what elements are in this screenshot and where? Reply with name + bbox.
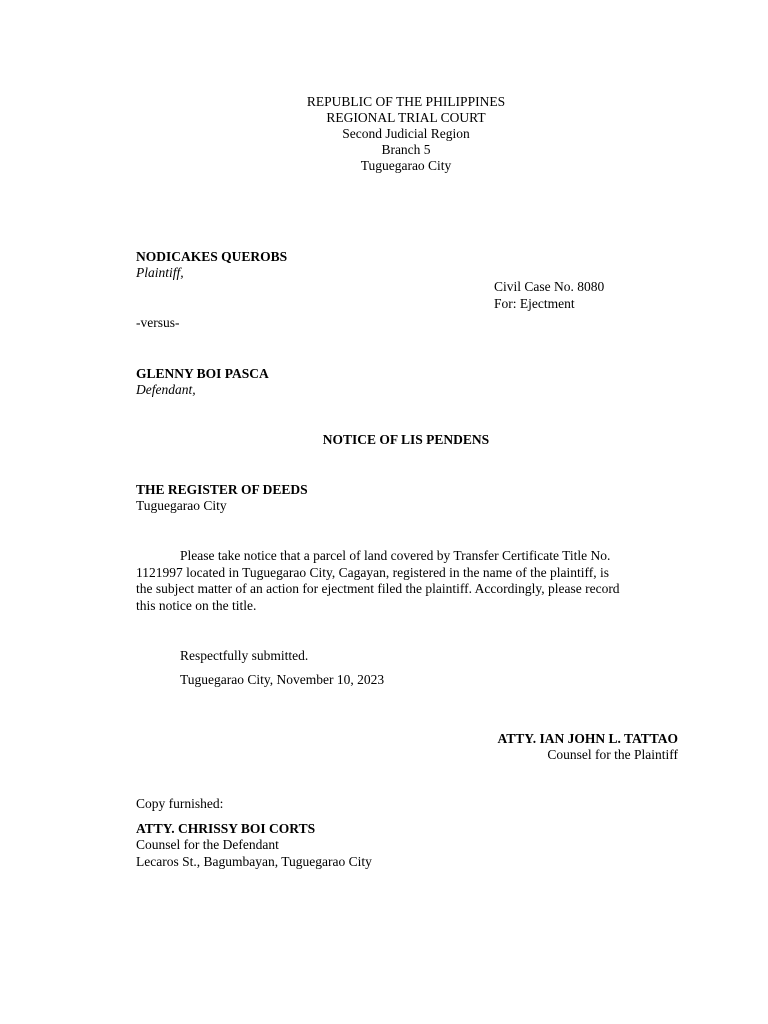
header-city: Tuguegarao City [360, 158, 452, 173]
header-branch: Branch 5 [381, 142, 431, 157]
header-court: REGIONAL TRIAL COURT [326, 110, 486, 125]
versus-label: -versus- [136, 315, 180, 330]
body-line: the subject matter of an action for ejectment filed the plaintiff. Accordingly, please record [136, 581, 620, 596]
copy-counsel-title: Counsel for the Defendant [136, 837, 279, 852]
place-and-date: Tuguegarao City, November 10, 2023 [180, 672, 385, 687]
defendant-role: Defendant, [136, 382, 196, 397]
body-paragraph [136, 548, 681, 614]
plaintiff-name: NODICAKES QUEROBS [136, 249, 288, 264]
copy-counsel-name: ATTY. CHRISSY BOI CORTS [136, 821, 316, 836]
counsel-title: Counsel for the Plaintiff [547, 747, 678, 762]
body-line: Please take notice that a parcel of land covered by Transfer Certificate Title No. [180, 548, 611, 563]
court-header [0, 94, 768, 174]
signature-block [497, 731, 678, 763]
defendant-name: GLENNY BOI PASCA [136, 366, 269, 381]
addressee-city: Tuguegarao City [136, 498, 227, 513]
respectfully-submitted: Respectfully submitted. [180, 648, 309, 663]
header-region: Second Judicial Region [342, 126, 470, 141]
plaintiff-role: Plaintiff, [136, 265, 184, 280]
copy-furnished-label: Copy furnished: [136, 796, 224, 811]
case-number: Civil Case No. 8080 [494, 279, 605, 294]
document-title: NOTICE OF LIS PENDENS [322, 432, 490, 447]
body-line: 1121997 located in Tuguegarao City, Cagayan, registered in the name of the plaintiff, is [136, 564, 610, 580]
addressee-name: THE REGISTER OF DEEDS [136, 482, 308, 497]
copy-counsel-address: Lecaros St., Bagumbayan, Tuguegarao City [136, 854, 372, 869]
counsel-name: ATTY. IAN JOHN L. TATTAO [497, 731, 678, 746]
body-line: this notice on the title. [136, 597, 257, 613]
case-nature: For: Ejectment [494, 296, 575, 311]
header-republic: REPUBLIC OF THE PHILIPPINES [306, 94, 506, 109]
